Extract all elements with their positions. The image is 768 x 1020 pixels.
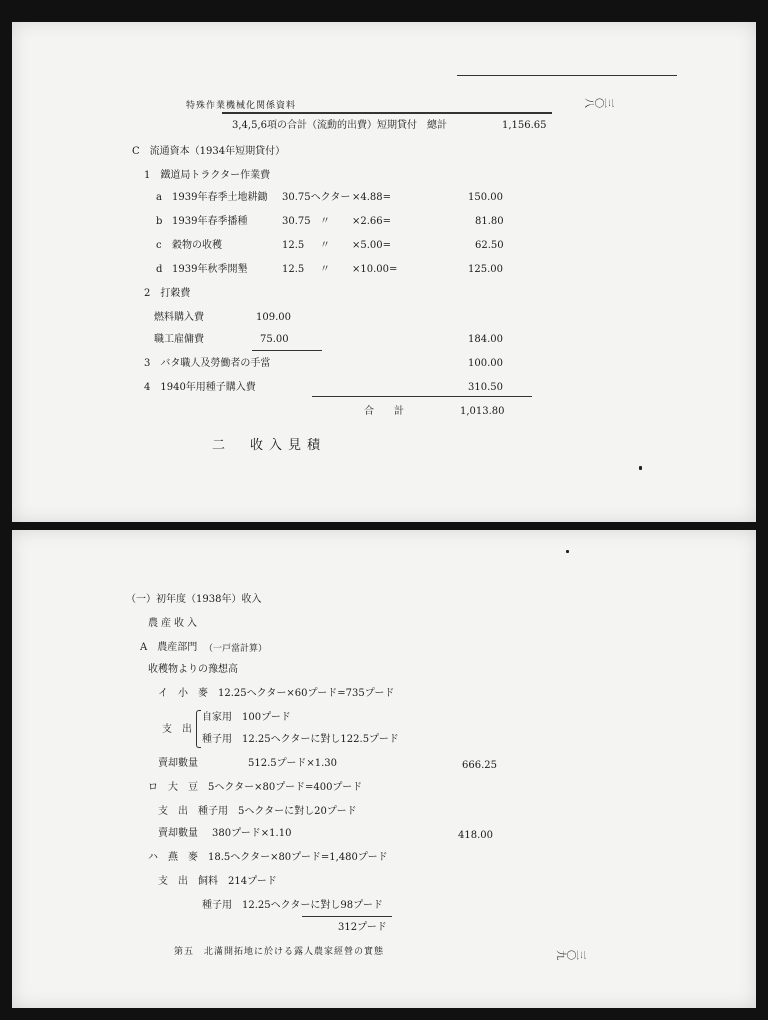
- wheat-sale-calc: 512.5プード×1.30: [248, 758, 337, 769]
- labor-amount: 75.00: [260, 334, 289, 345]
- row-label: 1939年春季播種: [172, 216, 248, 227]
- row-mark: a: [156, 192, 162, 203]
- income-heading: （一）初年度（1938年）收入: [126, 594, 262, 605]
- oats-expense-seed: 種子用 12.25ヘクターに對し98プード: [202, 900, 383, 911]
- document-page-top: [12, 22, 756, 522]
- row-value: 62.50: [475, 240, 504, 251]
- wheat-sale-value: 666.25: [462, 760, 497, 771]
- row-qty: 30.75: [282, 216, 311, 227]
- row-qty: 12.5: [282, 264, 305, 275]
- total-label: 合 計: [364, 406, 404, 417]
- farm-income-heading: 農産收入: [148, 618, 200, 629]
- summary-line-label: 3,4,5,6項の合計（流動的出費）短期貸付 總計: [232, 120, 447, 131]
- wheat-line: イ 小 麥 12.25ヘクター×60プード=735プード: [158, 688, 395, 699]
- soy-sale-calc: 380プード×1.10: [212, 828, 292, 839]
- fuel-amount: 109.00: [256, 312, 291, 323]
- item2-title: 2 打穀費: [144, 288, 191, 299]
- soy-sale-label: 賣却數量: [158, 828, 198, 839]
- oats-subtotal: 312プード: [338, 922, 387, 933]
- row-ditto: 〃: [320, 216, 330, 227]
- summary-line-value: 1,156.65: [502, 120, 547, 131]
- wheat-expense-label: 支 出: [162, 724, 192, 735]
- row-mark: c: [156, 240, 162, 251]
- row-qty: 12.5: [282, 240, 305, 251]
- item2-sum-rule: [252, 350, 322, 351]
- soy-line: ロ 大 豆 5ヘクター×80プード=400プード: [148, 782, 363, 793]
- total-value: 1,013.80: [460, 406, 505, 417]
- wheat-expense-home: 自家用 100プード: [202, 712, 291, 723]
- scan-speck: [566, 550, 569, 553]
- row-rate: ×5.00=: [352, 240, 392, 251]
- dept-note: （一戸當計算）: [204, 644, 268, 654]
- row-mark: d: [156, 264, 163, 275]
- item2-total: 184.00: [468, 334, 503, 345]
- item4-value: 310.50: [468, 382, 503, 393]
- grand-total-rule: [312, 396, 532, 397]
- soy-sale-value: 418.00: [458, 830, 493, 841]
- oats-expense-feed: 支 出 飼料 214プード: [158, 876, 277, 887]
- wheat-sale-label: 賣却數量: [158, 758, 198, 769]
- item1-title: 1 鐵道局トラクター作業費: [144, 170, 271, 181]
- expense-brace: [196, 710, 201, 748]
- row-ditto: 〃: [320, 240, 330, 251]
- wheat-expense-seed: 種子用 12.25ヘクターに對し122.5プード: [202, 734, 399, 745]
- oats-sum-rule: [302, 916, 392, 917]
- row-rate: ×10.00=: [352, 264, 398, 275]
- fuel-label: 燃料購入費: [154, 312, 204, 323]
- row-value: 125.00: [468, 264, 503, 275]
- row-qty: 30.75ヘクター: [282, 192, 351, 203]
- item3-value: 100.00: [468, 358, 503, 369]
- oats-line: ハ 燕 麥 18.5ヘクター×80プード=1,480プード: [148, 852, 388, 863]
- section-c-title: C 流通資本（1934年短期貸付）: [132, 146, 286, 157]
- row-value: 81.80: [475, 216, 504, 227]
- page-number-top: 三〇八: [584, 95, 615, 107]
- dept-heading: A 農産部門: [140, 642, 198, 653]
- item4-label: 4 1940年用種子購入費: [144, 382, 256, 393]
- row-value: 150.00: [468, 192, 503, 203]
- document-page-bottom: [12, 530, 756, 1008]
- harvest-title: 收穫物よりの豫想高: [148, 664, 238, 675]
- labor-label: 職工雇傭費: [154, 334, 204, 345]
- row-label: 穀物の收穫: [172, 240, 222, 251]
- row-label: 1939年秋季開墾: [172, 264, 248, 275]
- row-label: 1939年春季土地耕鋤: [172, 192, 268, 203]
- row-rate: ×2.66=: [352, 216, 392, 227]
- soy-expense: 支 出 種子用 5ヘクターに對し20プード: [158, 806, 357, 817]
- header-rule-thin: [457, 75, 677, 76]
- scan-speck: [639, 466, 642, 470]
- item3-label: 3 バタ職人及勞働者の手當: [144, 358, 271, 369]
- running-header: 特殊作業機械化関係資料: [186, 101, 297, 111]
- row-ditto: 〃: [320, 264, 330, 275]
- header-rule: [222, 112, 552, 114]
- section-heading: 二 收入見積: [212, 438, 327, 453]
- row-mark: b: [156, 216, 163, 227]
- row-rate: ×4.88=: [352, 192, 392, 203]
- page-number-bottom: 三〇九: [556, 947, 587, 959]
- running-footer: 第五 北滿開拓地に於ける露人農家經營の實態: [174, 947, 385, 957]
